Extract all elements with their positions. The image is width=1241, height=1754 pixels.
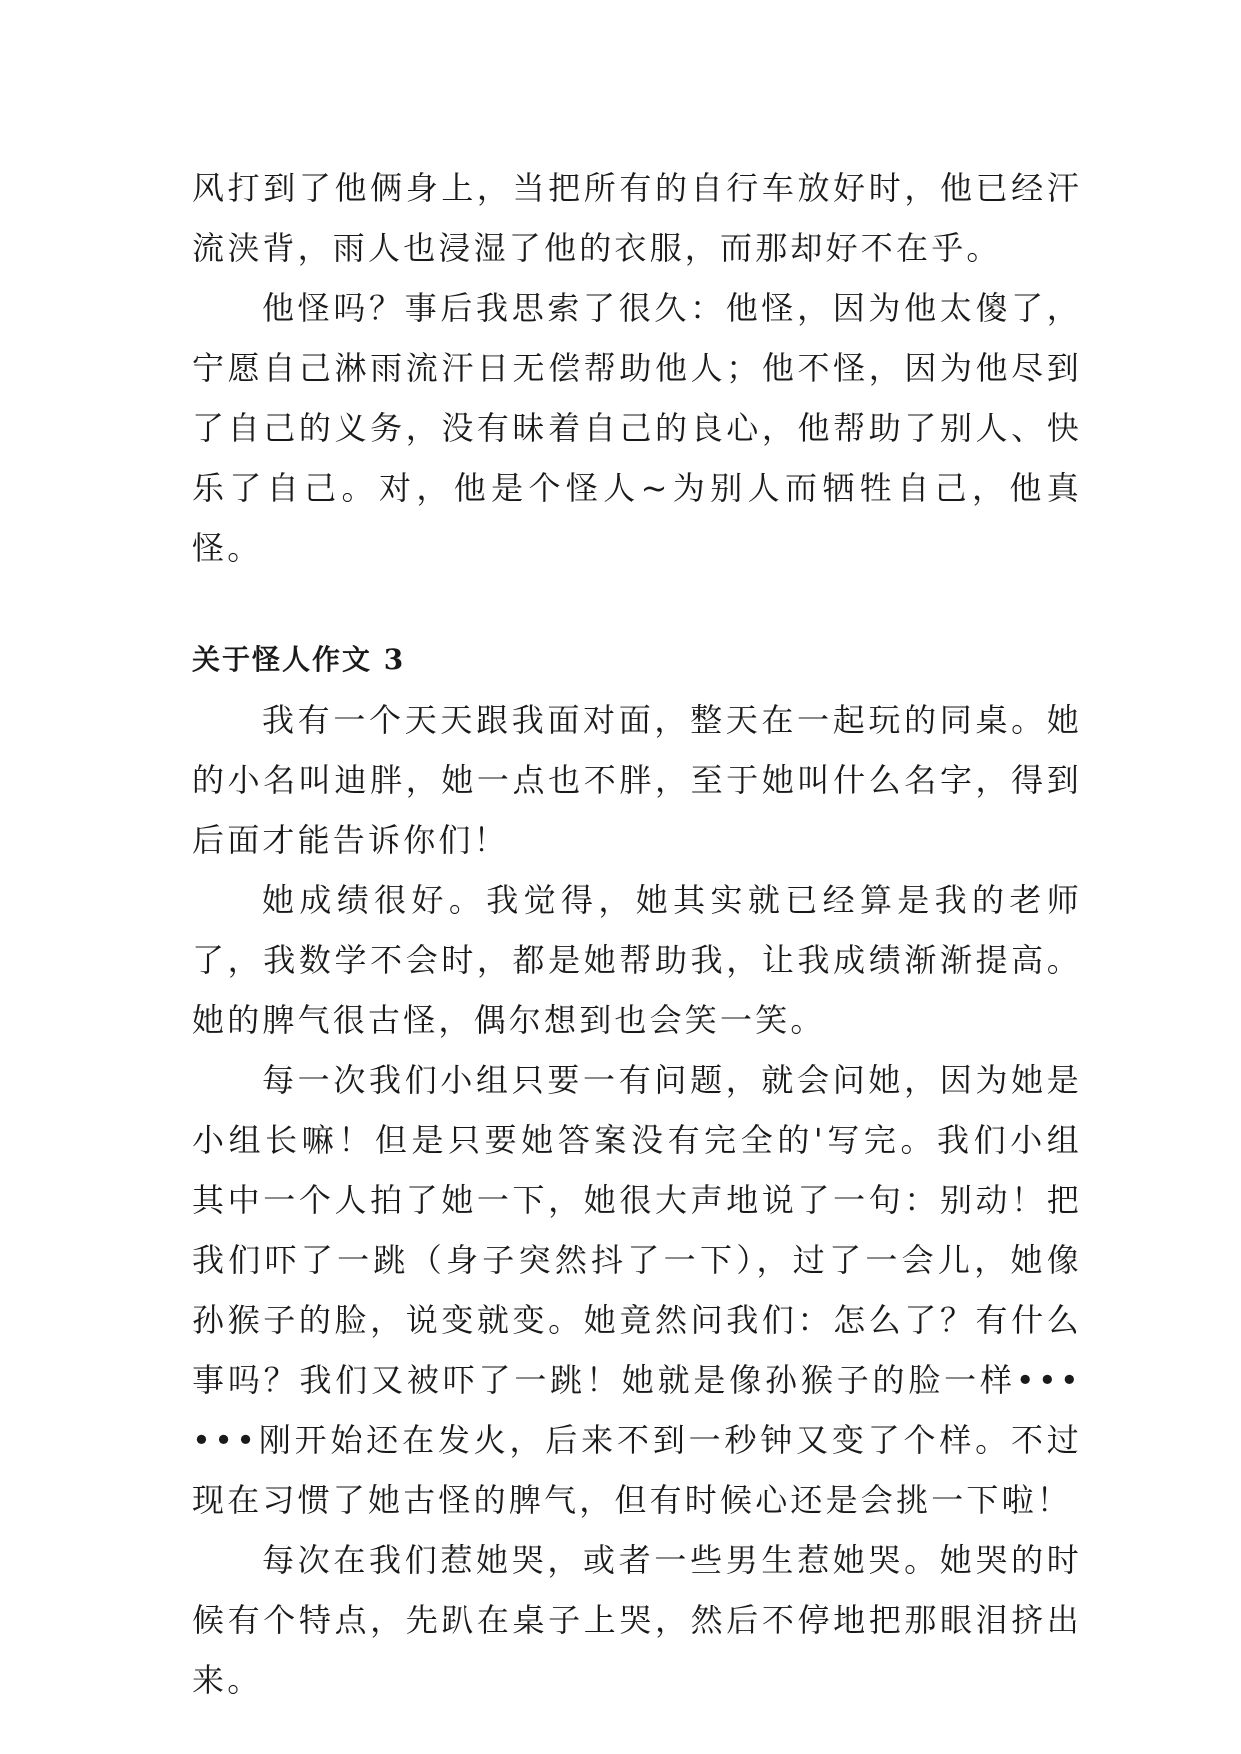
paragraph-2: 他怪吗？事后我思索了很久：他怪，因为他太傻了，宁愿自己淋雨流汗日无偿帮助他人；他不怪，因为他尽到了自己的义务，没有昧着自己的良心，他帮助了别人、快乐了自己。对，他是个怪人~为别人而牺牲自己，他真怪。 (192, 289, 1082, 567)
paragraph-3: 我有一个天天跟我面对面，整天在一起玩的同桌。她的小名叫迪胖，她一点也不胖，至于她叫什么名字，得到后面才能告诉你们！ (192, 701, 1082, 859)
paragraph-4: 她成绩很好。我觉得，她其实就已经算是我的老师了，我数学不会时，都是她帮助我，让我成绩渐渐提高。她的脾气很古怪，偶尔想到也会笑一笑。 (192, 881, 1082, 1039)
paragraph-5: 每一次我们小组只要一有问题，就会问她，因为她是小组长嘛！但是只要她答案没有完全的'写完。我们小组其中一个人拍了她一下，她很大声地说了一句：别动！把我们吓了一跳（身子突然抖了一下），过了一会儿，她像孙猴子的脸，说变就变。她竟然问我们：怎么了？有什么事吗？我们又被吓了一跳！她就是像孙猴子的脸一样••••••刚开始还在发火，后来不到一秒钟又变了个样。不过现在习惯了她古怪的脾气，但有时候心还是会挑一下啦！ (192, 1061, 1082, 1519)
document-body (192, 158, 1082, 1710)
paragraph-6: 每次在我们惹她哭，或者一些男生惹她哭。她哭的时候有个特点，先趴在桌子上哭，然后不停地把那眼泪挤出来。 (192, 1541, 1082, 1699)
paragraph-1: 风打到了他俩身上，当把所有的自行车放好时，他已经汗流浃背，雨人也浸湿了他的衣服，而那却好不在乎。 (192, 169, 1082, 267)
section-heading: 关于怪人作文 3 (192, 643, 406, 676)
